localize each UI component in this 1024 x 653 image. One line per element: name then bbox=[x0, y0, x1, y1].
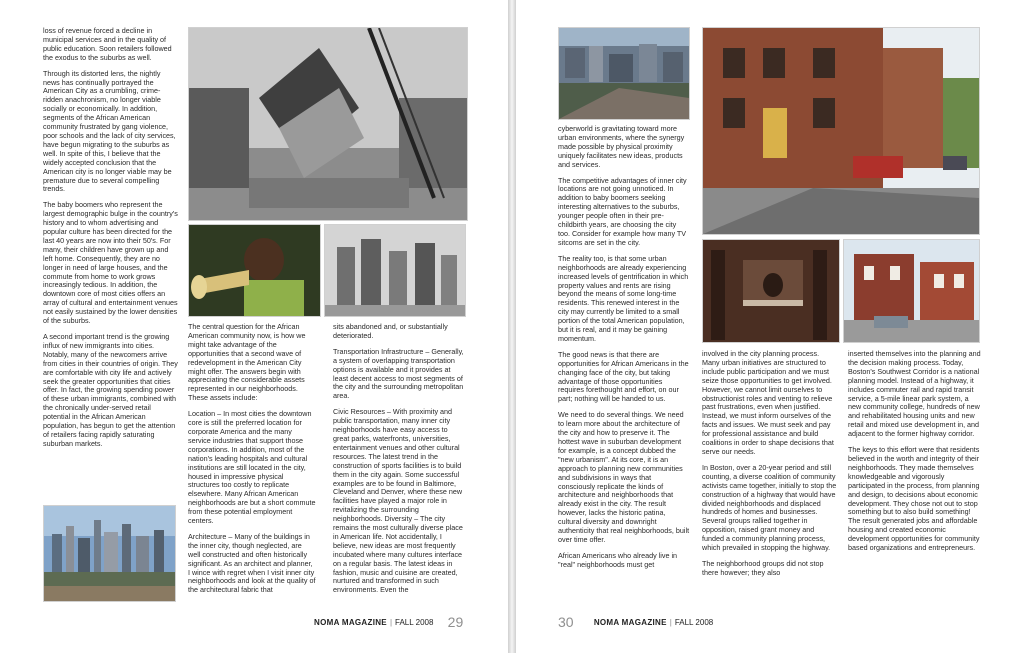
right-column-2 bbox=[702, 350, 837, 605]
paragraph: Through its distorted lens, the nightly news has continually portrayed the American City as a crumbling, crime-ridden anachronism, no longer viable socially or economically. In addition, segments of the African American community frustrated by gang violence, poor schools and the lack of city services, have begun migrating to the suburbs as well. In spite of this, I believe that the widely accepted conclusion that the American city is no longer viable may be premature due to several compelling trends. bbox=[43, 68, 176, 194]
photo-rowhouse-window bbox=[702, 239, 840, 343]
paragraph: cyberworld is gravitating toward more urban environments, where the synergy made possible by physical proximity uniquely facilitates new ideas, products and services. bbox=[558, 125, 685, 169]
left-column-3 bbox=[333, 323, 465, 605]
left-column-2 bbox=[188, 323, 316, 605]
photo-brick-houses bbox=[843, 239, 980, 343]
right-footer bbox=[558, 612, 713, 628]
paragraph: We need to do several things. We need to learn more about the architecture of the city and how to preserve it. The hottest wave in suburban development for example, is a concept dubbed the "new urbanism". At its core, it is an approach to planning new communities and subdivisions in ways that consciously replicate the kinds of architecture and neighborhoods that already exist in the city. The result however, lacks the historic patina, cultural diversity and downright authenticity that real neighborhoods, built over time offer. bbox=[558, 410, 690, 544]
footer-separator: | bbox=[389, 618, 393, 627]
paragraph: loss of revenue forced a decline in municipal services and in the quality of public education. Soon retailers followed the exodus to the suburbs as well. bbox=[43, 27, 172, 62]
magazine-name: NOMA MAGAZINE bbox=[314, 618, 387, 627]
paragraph: Transportation Infrastructure – Generally, a system of overlapping transportation options is available and it provides at least decent access to most segments of the city and the surrounding metropolitan area. bbox=[333, 346, 464, 401]
paragraph: The central question for the African American community now, is how we might take advantage of the opportunities that a second wave of redevelopment in the American City might offer. The answers begin with appreciating the considerable assets represented in our neighborhoods. These assets include: bbox=[188, 323, 306, 403]
paragraph: The baby boomers who represent the largest demographic bulge in the country's history and to whom advertising and popular culture has been directed for the last 40 years are now into their 50's. For many, their children have grown up and left home. Consequently, they are no longer in need of large houses, and the commute from home to work grows increasingly tedious. In addition, the downtown core of most cities offers an array of cultural and entertainment venues not easily sustained by the lower densities of the suburbs. bbox=[43, 200, 178, 326]
issue-date: FALL 2008 bbox=[674, 618, 714, 627]
right-column-1 bbox=[558, 125, 690, 603]
page-number: 29 bbox=[447, 614, 464, 630]
photo-brownstone-street bbox=[702, 27, 980, 235]
paragraph: A second important trend is the growing influx of new immigrants into cities. Notably, many of the newcomers arrive from cities in their countries of origin. They are comfortable with city life and actively seek the greater opportunities that cities offer. In fact, the growing spending power of these urban immigrants, combined with the chronically under-served retail potential in the African American population, has begun to get the attention of retailers facing rapidly saturating suburban markets. bbox=[43, 332, 178, 448]
left-footer bbox=[314, 612, 463, 628]
page-gutter bbox=[508, 0, 516, 653]
magazine-name: NOMA MAGAZINE bbox=[593, 618, 667, 627]
paragraph: The good news is that there are opportunities for African Americans in the changing face of the city, but taking advantage of those opportunities requires forethought and effort, on our part; nothing will be handed to us. bbox=[558, 349, 689, 404]
issue-date: FALL 2008 bbox=[395, 618, 434, 627]
photo-aerial-city bbox=[558, 27, 690, 120]
paragraph: sits abandoned and, or substantially deteriorated. bbox=[333, 323, 448, 340]
paragraph: The neighborhood groups did not stop there however; they also bbox=[702, 558, 824, 577]
paragraph: The keys to this effort were that residents believed in the worth and integrity of their neighborhoods. They made themselves knowledgeable and vigorously participated in the process, from planning and design, to decisions about economic development. They chose not out to stop something but to also build something! The result generated jobs and affordable housing and created economic development opportunities for community based organizations and entrepreneurs. bbox=[848, 445, 980, 553]
paragraph: African Americans who already live in "real" neighborhoods must get bbox=[558, 550, 678, 569]
right-page bbox=[516, 0, 1024, 653]
paragraph: Location – In most cities the downtown core is still the preferred location for corporate America and the many service industries that support those corporations. In addition, most of the nation's leading hospitals and cultural institutions are still located in the city, housed in impressive physical structures too costly to replicate elsewhere. Many African American neighborhoods are but a short commute from these potential employment centers. bbox=[188, 409, 316, 526]
paragraph: Civic Resources – With proximity and public transportation, many inner city neighborhoods have easy access to great parks, waterfronts, universities, entertainment venues and other cultural resources. The latest trend in the construction of sports facilities is to build them in the city again. Some successful examples are to be found in Baltimore, Cleveland and Denver, where these new facilities have played a major role in revitalizing the surrounding neighborhoods. Diversity – The city remains the most culturally diverse place in American life. Not accidentally, I believe, new ideas are most frequently incubated where many cultures interface on a regular basis. The latest ideas in fashion, music and cuisine are created, nurtured and transformed in such environments. Even the bbox=[333, 407, 463, 595]
paragraph: involved in the city planning process. Many urban initiatives are structured to include public participation and we must seize those opportunities to get involved. However, we cannot limit ourselves to obstructionist roles and venting to relieve past frustrations, even when justified. Instead, we must inform ourselves of the facts and issues. We must seek and pay for professional assistance and build coalitions in order to shape decisions that serve our needs. bbox=[702, 350, 834, 456]
paragraph: The competitive advantages of inner city locations are not going unnoticed. In addition to baby boomers seeking interesting alternatives to the suburbs, younger people often in their pre-childbirth years, are choosing the city too. Consider for example how many TV sitcoms are set in the city. bbox=[558, 175, 687, 247]
right-column-3 bbox=[848, 350, 983, 605]
left-column-1 bbox=[43, 27, 179, 497]
page-number: 30 bbox=[558, 614, 574, 630]
paragraph: Architecture – Many of the buildings in the inner city, though neglected, are well constructed and often historically significant. As an architect and planner, I wince with regret when I visit inner city neighborhoods and look at the quality of the architectural fabric that bbox=[188, 531, 316, 595]
footer-separator: | bbox=[669, 618, 672, 627]
photo-city-skyline bbox=[43, 505, 176, 602]
photo-musician-trumpet bbox=[188, 224, 321, 317]
paragraph: inserted themselves into the planning and the decision making process. Today, Boston's Southwest Corridor is a national planning model. Instead of a highway, it includes commuter rail and rapid transit service, a 5-mile linear park system, a new community college, hundreds of new and rehabilitated housing units and new retail and mixed use development in, and adjacent to the former highway corridor. bbox=[848, 350, 981, 439]
photo-housing-towers bbox=[324, 224, 466, 317]
photo-demolition-crane bbox=[188, 27, 468, 221]
left-page bbox=[0, 0, 508, 653]
paragraph: In Boston, over a 20-year period and still counting, a diverse coalition of community activists came together, initially to stop the construction of a highway that would have divided neighborhoods and displaced hundreds of homes and businesses. Several groups rallied together in opposition, raised grant money and funded a community planning process, which prevailed in stopping the highway. bbox=[702, 462, 837, 553]
paragraph: The reality too, is that some urban neighborhoods are already experiencing increased levels of gentrification in which property values and rents are rising beyond the means of some long-time residents. This renewed interest in the city may currently be limited to a small portion of the total American population, but it is real, and it may be gaining momentum. bbox=[558, 253, 689, 343]
